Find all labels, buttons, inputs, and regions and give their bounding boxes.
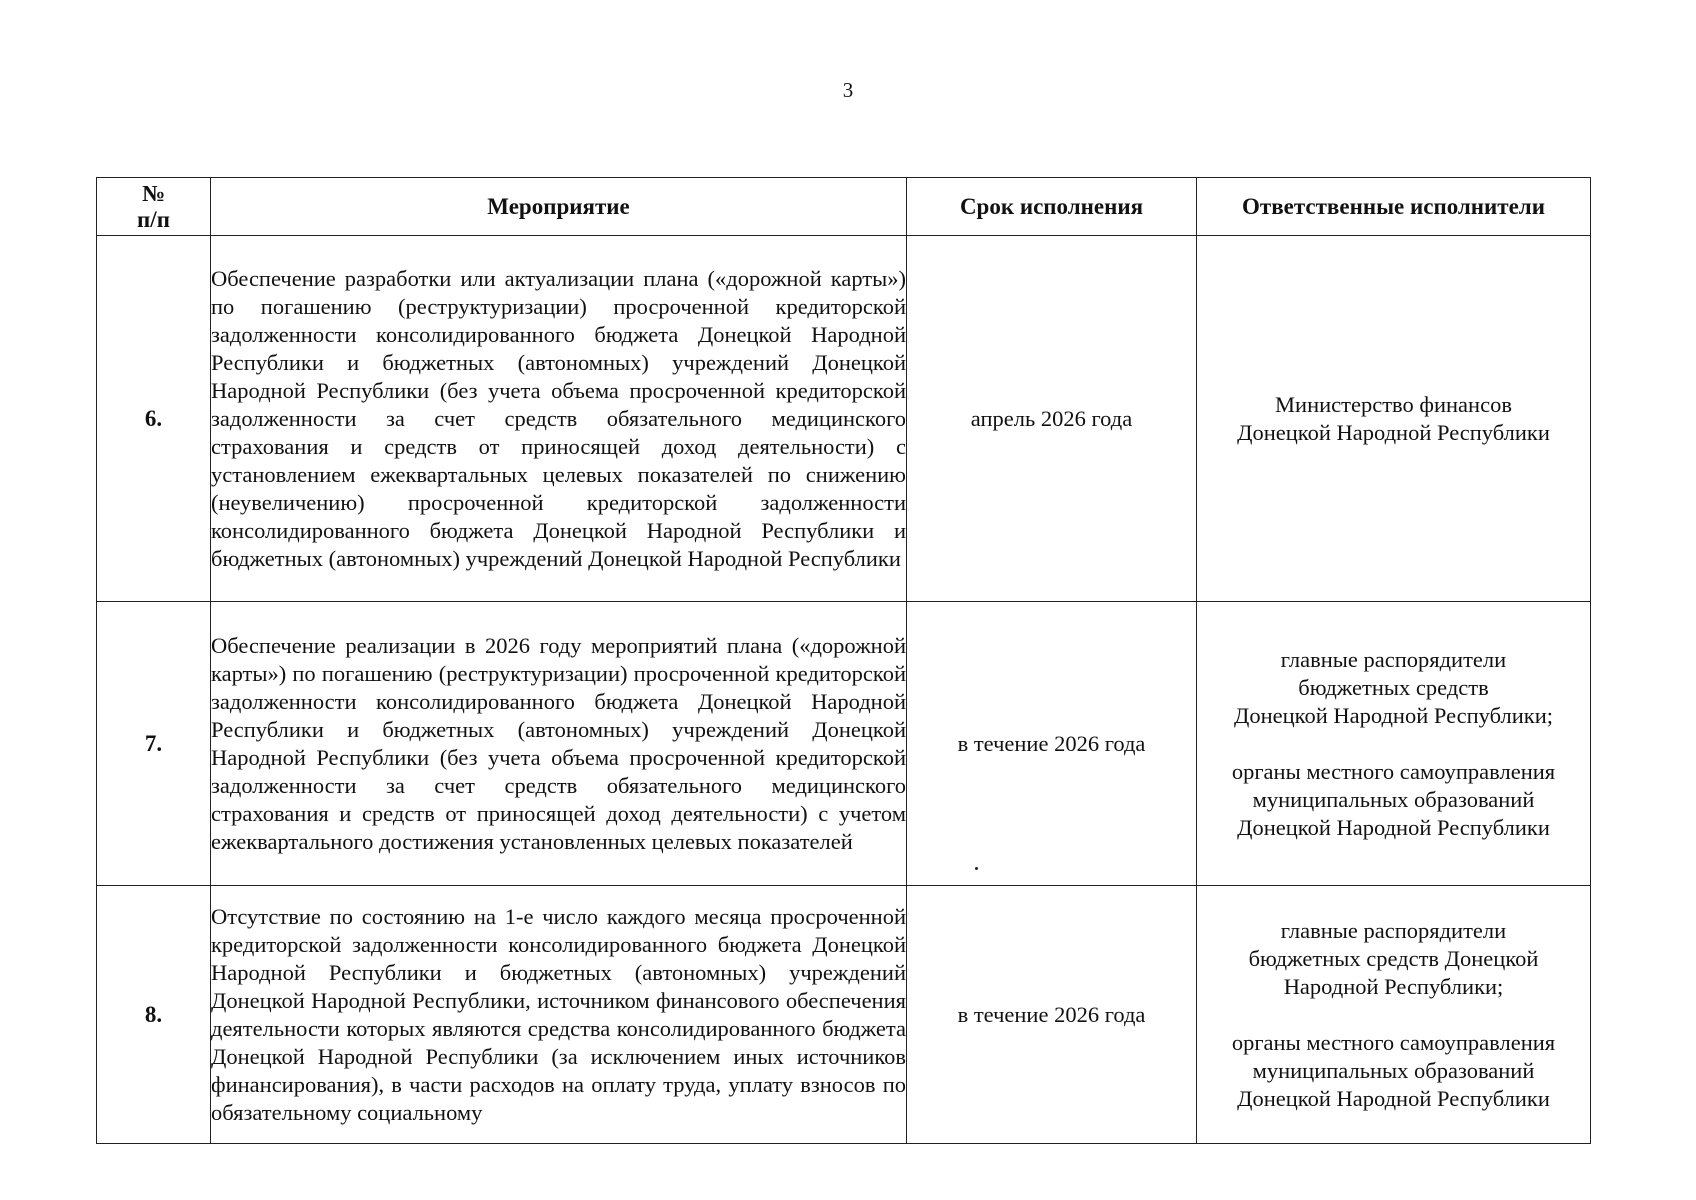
responsible-spacer <box>1197 730 1590 758</box>
scan-speck <box>975 867 978 870</box>
row-deadline: в течение 2026 года <box>907 602 1197 886</box>
row-measure: Обеспечение разработки или актуализации плана («дорожной карты») по погашению (реструктуризации) просроченной кредиторской задолженности консолидированного бюджета Донецкой Народной Республики и бюджетных (автономных) учреждений Донецкой Народной Республики (без учета объема просроченной кредиторской задолженности за счет средств обязательного медицинского страхования и средств от приносящей доход деятельности) с установлением ежеквартальных целевых показателей по снижению (неувеличению) просроченной кредиторской задолженности консолидированного бюджета Донецкой Народной Республики и бюджетных (автономных) учреждений Донецкой Народной Республики <box>211 236 907 602</box>
table-header-row <box>97 178 1591 236</box>
row-number: 7. <box>97 602 211 886</box>
responsible-primary: главные распорядители бюджетных средств Донецкой Народной Республики; <box>1234 646 1553 728</box>
responsible-spacer <box>1197 1001 1590 1029</box>
row-number: 6. <box>97 236 211 602</box>
page-number: 3 <box>842 78 854 102</box>
row-responsible <box>1197 602 1591 886</box>
row-deadline: в течение 2026 года <box>907 886 1197 1144</box>
header-deadline: Срок исполнения <box>907 178 1197 236</box>
row-measure: Отсутствие по состоянию на 1-е число каждого месяца просроченной кредиторской задолженности консолидированного бюджета Донецкой Народной Республики и бюджетных (автономных) учреждений Донецкой Народной Республики, источником финансового обеспечения деятельности которых являются средства консолидированного бюджета Донецкой Народной Республики (за исключением иных источников финансирования), в части расходов на оплату труда, уплату взносов по обязательному социальному <box>211 886 907 1144</box>
responsible-primary: Министерство финансов Донецкой Народной Республики <box>1237 391 1550 445</box>
table-row <box>97 236 1591 602</box>
row-responsible <box>1197 236 1591 602</box>
measures-table <box>96 177 1591 1144</box>
row-number: 8. <box>97 886 211 1144</box>
table-row <box>97 886 1591 1144</box>
row-measure: Обеспечение реализации в 2026 году мероприятий плана («дорожной карты») по погашению (реструктуризации) просроченной кредиторской задолженности консолидированного бюджета Донецкой Народной Республики и бюджетных (автономных) учреждений Донецкой Народной Республики (без учета объема просроченной кредиторской задолженности за счет средств обязательного медицинского страхования и средств от приносящей доход деятельности) с учетом ежеквартального достижения установленных целевых показателей <box>211 602 907 886</box>
row-responsible <box>1197 886 1591 1144</box>
header-number: № п/п <box>97 178 211 236</box>
header-measure: Мероприятие <box>211 178 907 236</box>
responsible-secondary: органы местного самоуправления муниципальных образований Донецкой Народной Республики <box>1231 1029 1556 1111</box>
responsible-primary: главные распорядители бюджетных средств Донецкой Народной Республики; <box>1248 917 1539 999</box>
table-row <box>97 602 1591 886</box>
row-deadline: апрель 2026 года <box>907 236 1197 602</box>
responsible-secondary: органы местного самоуправления муниципальных образований Донецкой Народной Республики <box>1231 758 1556 840</box>
header-responsible: Ответственные исполнители <box>1197 178 1591 236</box>
